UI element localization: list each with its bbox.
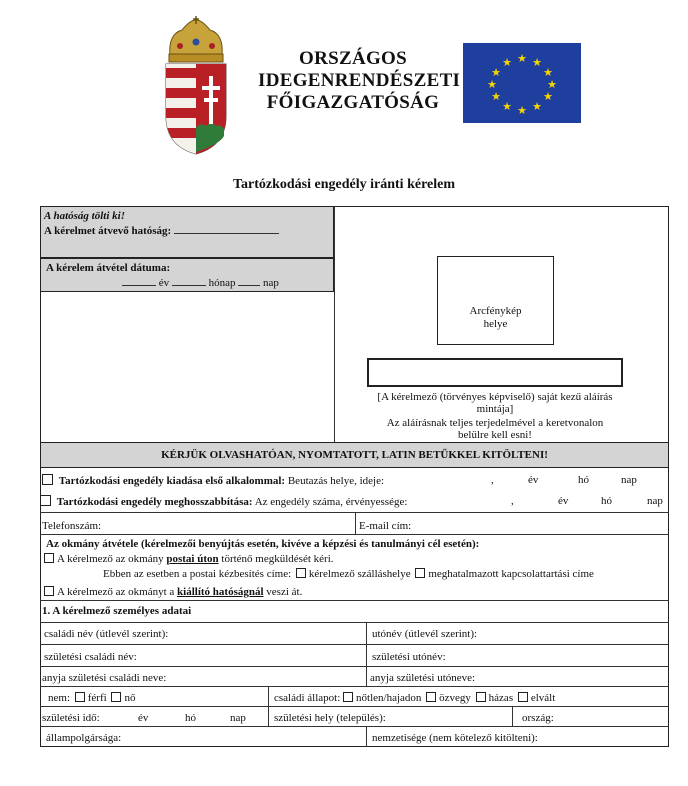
email-field[interactable] xyxy=(359,520,659,533)
first-issue-day: nap xyxy=(621,474,637,486)
marital-status-row xyxy=(274,692,555,705)
receipt-month-label: hónap xyxy=(208,277,236,289)
eu-flag-icon xyxy=(463,43,581,123)
agency-name-line1: ORSZÁGOS xyxy=(299,48,407,69)
birth-place-field[interactable] xyxy=(274,712,386,725)
delivery-issuer-option xyxy=(44,586,644,599)
male-label: férfi xyxy=(87,692,107,704)
signature-instruction: Az aláírásnak teljes terjedelmével a keretvonalon belülre kell esni! xyxy=(386,417,604,441)
birth-family-name-field[interactable] xyxy=(44,651,137,664)
accommodation-label: kérelmező szálláshelye xyxy=(308,568,411,580)
issuer-pickup-post: veszi át. xyxy=(266,586,303,598)
birth-year-label: év xyxy=(138,712,149,724)
mother-given-name-field[interactable] xyxy=(370,672,475,685)
birth-month-label: hó xyxy=(185,712,196,724)
birth-country-field[interactable] xyxy=(522,712,554,725)
given-name-field[interactable] xyxy=(372,628,477,641)
nationality-label: nemzetisége (nem kötelező kitölteni): xyxy=(372,732,538,744)
family-name-field[interactable] xyxy=(44,628,168,641)
extension-month: hó xyxy=(601,495,612,507)
extension-row xyxy=(40,495,670,509)
mother-family-name-field[interactable] xyxy=(42,672,166,685)
issuer-pickup-checkbox[interactable] xyxy=(44,586,54,596)
receipt-year-label: év xyxy=(158,277,170,289)
first-issue-label: Tartózkodási engedély kiadása első alkalommal: xyxy=(58,475,286,487)
svg-text:★: ★ xyxy=(502,100,512,113)
receiving-authority-field[interactable] xyxy=(44,223,334,238)
birth-given-name-label: születési utónév: xyxy=(372,651,446,663)
post-delivery-pre: A kérelmező az okmány xyxy=(57,553,164,565)
svg-text:★: ★ xyxy=(487,78,497,91)
accommodation-checkbox[interactable] xyxy=(296,568,306,578)
mother-family-name-label: anyja születési családi neve: xyxy=(42,672,167,684)
extension-year: év xyxy=(558,495,569,507)
first-issue-checkbox[interactable] xyxy=(42,474,53,485)
birth-place-label: születési hely (település): xyxy=(274,712,386,724)
svg-text:★: ★ xyxy=(517,104,527,117)
single-checkbox[interactable] xyxy=(343,692,353,702)
issuer-pickup-pre: A kérelmező az okmányt a xyxy=(57,586,175,598)
citizenship-field[interactable] xyxy=(46,732,121,745)
photo-placeholder[interactable] xyxy=(437,256,554,345)
female-label: nő xyxy=(124,692,136,704)
hungarian-coat-of-arms-icon xyxy=(160,16,232,156)
married-checkbox[interactable] xyxy=(476,692,486,702)
single-label: nőtlen/hajadon xyxy=(356,692,422,704)
svg-text:★: ★ xyxy=(517,52,527,65)
svg-text:★: ★ xyxy=(532,100,542,113)
first-issue-comma: , xyxy=(491,474,494,486)
extension-label: Tartózkodási engedély meghosszabbítása: xyxy=(56,496,253,508)
widowed-checkbox[interactable] xyxy=(426,692,436,702)
given-name-label: utónév (útlevél szerint): xyxy=(372,628,478,640)
svg-text:★: ★ xyxy=(502,56,512,69)
signature-box[interactable] xyxy=(367,358,623,387)
divorced-checkbox[interactable] xyxy=(518,692,528,702)
svg-text:★: ★ xyxy=(543,66,553,79)
form-title: Tartózkodási engedély iránti kérelem xyxy=(232,177,456,192)
post-delivery-highlight: postai úton xyxy=(166,553,219,565)
sex-row xyxy=(48,692,135,705)
delivery-post-option xyxy=(44,553,644,566)
instruction-banner: KÉRJÜK OLVASHATÓAN, NYOMTATOTT, LATIN BETŰKKEL KITÖLTENI! xyxy=(161,449,548,461)
nationality-field[interactable] xyxy=(372,732,538,745)
entry-place-label: Beutazás helye, ideje: xyxy=(287,475,385,487)
female-checkbox[interactable] xyxy=(111,692,121,702)
delivery-address-label: Ebben az esetben a postai kézbesítés címe: xyxy=(103,568,292,580)
sex-label: nem: xyxy=(48,692,70,704)
birth-family-name-label: születési családi név: xyxy=(44,651,137,663)
first-issue-year: év xyxy=(528,474,539,486)
receipt-date-label: A kérelem átvétel dátuma: xyxy=(46,262,171,274)
svg-text:★: ★ xyxy=(491,66,501,79)
birth-day-label: nap xyxy=(230,712,246,724)
agency-name-line2: IDEGENRENDÉSZETI xyxy=(258,70,461,91)
authority-fill-note: A hatóság tölti ki! xyxy=(44,210,125,222)
extension-checkbox[interactable] xyxy=(40,495,51,506)
receipt-date-field[interactable] xyxy=(46,275,334,290)
post-delivery-post: történő megküldését kéri. xyxy=(221,553,334,565)
widowed-label: özvegy xyxy=(439,692,471,704)
photo-label-line1: Arcfénykép xyxy=(469,305,522,317)
delivery-heading: Az okmány átvétele (kérelmezői benyújtás esetén, kivéve a képzési és tanulmányi cél esetén): xyxy=(46,538,480,550)
agency-name-line3: FŐIGAZGATÓSÁG xyxy=(266,92,440,113)
agent-address-checkbox[interactable] xyxy=(415,568,425,578)
birth-country-label: ország: xyxy=(522,712,554,724)
first-issue-month: hó xyxy=(578,474,589,486)
permit-number-label: Az engedély száma, érvényessége: xyxy=(254,496,408,508)
agency-name xyxy=(258,48,461,114)
svg-text:★: ★ xyxy=(491,90,501,103)
citizenship-label: állampolgársága: xyxy=(46,732,122,744)
marital-status-label: családi állapot: xyxy=(274,692,341,704)
phone-field[interactable] xyxy=(42,520,352,533)
receipt-day-label: nap xyxy=(263,277,279,289)
svg-text:★: ★ xyxy=(532,56,542,69)
svg-text:★: ★ xyxy=(547,78,557,91)
extension-comma: , xyxy=(511,495,514,507)
personal-data-title: 1. A kérelmező személyes adatai xyxy=(42,605,192,617)
photo-label-line2: helye xyxy=(483,318,508,330)
delivery-address-row xyxy=(103,568,663,581)
post-delivery-checkbox[interactable] xyxy=(44,553,54,563)
male-checkbox[interactable] xyxy=(75,692,85,702)
phone-label: Telefonszám: xyxy=(42,520,102,532)
divorced-label: elvált xyxy=(530,692,556,704)
married-label: házas xyxy=(488,692,514,704)
birth-date-label: születési idő: xyxy=(42,712,100,724)
birth-given-name-field[interactable] xyxy=(372,651,446,664)
email-label: E-mail cím: xyxy=(359,520,412,532)
svg-text:★: ★ xyxy=(543,90,553,103)
agent-address-label: meghatalmazott kapcsolattartási címe xyxy=(428,568,594,580)
signature-caption: [A kérelmező (törvényes képviselő) saját kezű aláírás mintája] xyxy=(377,391,613,415)
family-name-label: családi név (útlevél szerint): xyxy=(44,628,169,640)
issuer-pickup-highlight: kiállító hatóságnál xyxy=(177,586,264,598)
mother-given-name-label: anyja születési utóneve: xyxy=(370,672,476,684)
extension-day: nap xyxy=(647,495,663,507)
receiving-authority-label: A kérelmet átvevő hatóság: xyxy=(44,225,172,237)
